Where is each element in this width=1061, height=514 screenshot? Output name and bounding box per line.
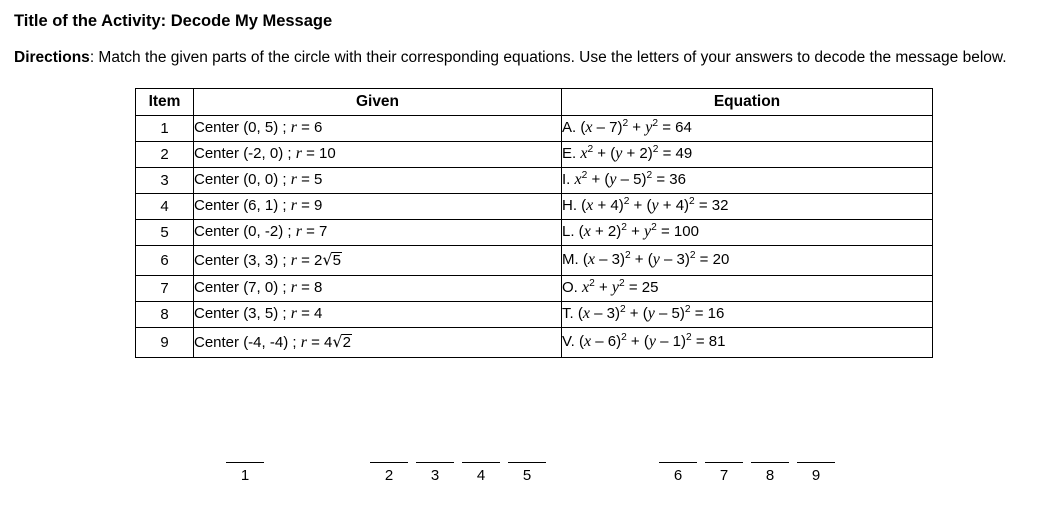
decode-blank-line[interactable] (416, 448, 454, 463)
table-row (136, 301, 933, 327)
column-header-given: Given (194, 88, 562, 115)
decode-word-2 (366, 448, 550, 484)
cell-equation: H. $(x + 4)^2 + (y + 4)^2 = 32$ (562, 193, 933, 219)
cell-equation: A. $(x - 7)^2 + y^2 = 64$ (562, 115, 933, 141)
decode-message-area (0, 448, 1061, 508)
cell-given: Center (0, 0) ; r = 5 (194, 167, 562, 193)
cell-equation: M. (x – 3)$^2$ + (y – 3)$^2$ = 20 (562, 245, 933, 275)
cell-equation: V. (x – 6)$^2$ + (y – 1)$^2$ = 81 (562, 327, 933, 357)
decode-blank[interactable] (458, 448, 504, 484)
decode-blank-line[interactable] (508, 448, 546, 463)
directions-label: Directions (14, 48, 90, 66)
decode-blank[interactable] (412, 448, 458, 484)
cell-item: 4 (136, 193, 194, 219)
cell-equation: T. (x – 3)$^2$ + (y – 5)$^2$ = 16 (562, 301, 933, 327)
cell-equation: L. $(x + 2)^2 + y^2 = 100$ (562, 219, 933, 245)
cell-given: Center (0, -2) ; r = 7 (194, 219, 562, 245)
decode-blank-number: 7 (719, 467, 729, 484)
decode-blank-number: 6 (673, 467, 683, 484)
decode-blank-line[interactable] (705, 448, 743, 463)
matching-table-wrap (135, 88, 932, 358)
cell-given: Center (6, 1) ; r = 9 (194, 193, 562, 219)
table-row (136, 327, 933, 357)
decode-blank-number: 9 (811, 467, 821, 484)
matching-table (135, 88, 933, 358)
decode-blank[interactable] (655, 448, 701, 484)
decode-blank-line[interactable] (659, 448, 697, 463)
decode-blank[interactable] (366, 448, 412, 484)
cell-given: Center (3, 3) ; r = 2√5 (194, 245, 562, 275)
page-title: Title of the Activity: Decode My Message (14, 12, 333, 30)
decode-blank[interactable] (504, 448, 550, 484)
table-row (136, 275, 933, 301)
cell-item: 1 (136, 115, 194, 141)
column-header-item: Item (136, 88, 194, 115)
decode-blank-number: 1 (240, 467, 250, 484)
decode-blank-line[interactable] (226, 448, 264, 463)
cell-item: 9 (136, 327, 194, 357)
decode-blank[interactable] (701, 448, 747, 484)
decode-blank-number: 4 (476, 467, 486, 484)
decode-blank-number: 8 (765, 467, 775, 484)
table-row (136, 141, 933, 167)
decode-blank[interactable] (222, 448, 268, 484)
decode-blank-number: 5 (522, 467, 532, 484)
cell-given: Center (0, 5) ; r = 6 (194, 115, 562, 141)
cell-item: 6 (136, 245, 194, 275)
cell-item: 5 (136, 219, 194, 245)
cell-item: 3 (136, 167, 194, 193)
cell-item: 7 (136, 275, 194, 301)
decode-word-3 (655, 448, 839, 484)
cell-given: Center (-2, 0) ; r = 10 (194, 141, 562, 167)
cell-given: Center (-4, -4) ; r = 4√2 (194, 327, 562, 357)
cell-given: Center (7, 0) ; r = 8 (194, 275, 562, 301)
table-header-row (136, 88, 933, 115)
decode-word-1 (222, 448, 268, 484)
decode-blank-line[interactable] (797, 448, 835, 463)
decode-blank-line[interactable] (370, 448, 408, 463)
cell-equation: O. $x^2 + y^2 = 25$ (562, 275, 933, 301)
decode-blank[interactable] (747, 448, 793, 484)
decode-blank-number: 2 (384, 467, 394, 484)
table-row (136, 167, 933, 193)
cell-equation: E. $x^2 + (y + 2)^2 = 49$ (562, 141, 933, 167)
cell-given: Center (3, 5) ; r = 4 (194, 301, 562, 327)
decode-blank-line[interactable] (462, 448, 500, 463)
cell-item: 2 (136, 141, 194, 167)
decode-blank[interactable] (793, 448, 839, 484)
directions-text: : Match the given parts of the circle with their corresponding equations. Use the letters of your answers to decode the message below. (89, 48, 1007, 66)
table-row (136, 115, 933, 141)
decode-blank-number: 3 (430, 467, 440, 484)
table-row (136, 193, 933, 219)
table-row (136, 245, 933, 275)
directions (14, 46, 1055, 70)
cell-equation: I. $x^2 + (y - 5)^2 = 36$ (562, 167, 933, 193)
table-row (136, 219, 933, 245)
decode-blank-line[interactable] (751, 448, 789, 463)
cell-item: 8 (136, 301, 194, 327)
column-header-equation: Equation (562, 88, 933, 115)
